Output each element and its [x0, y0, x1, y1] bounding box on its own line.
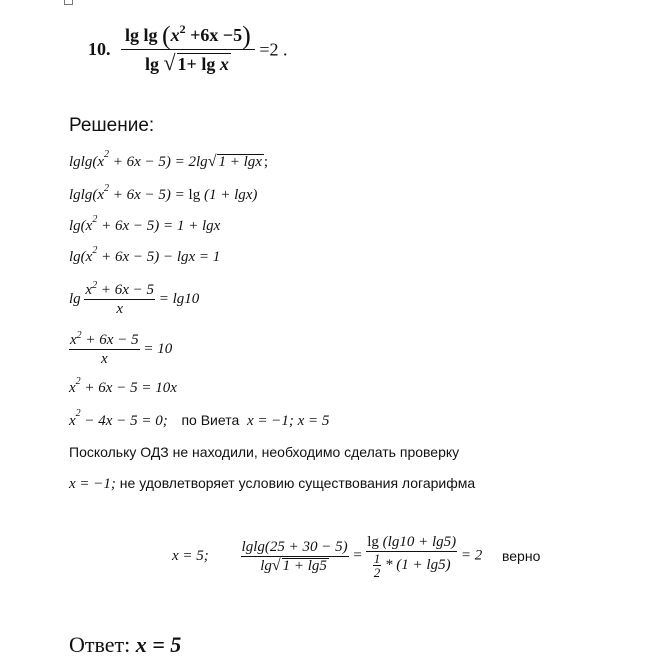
- problem-den-lg: lg: [144, 54, 159, 74]
- step-6: $\frac{x^2 + 6x - 5}{x}$ = 10: [70, 330, 173, 367]
- answer-label: Ответ:: [69, 632, 136, 657]
- problem-num-lg: lg lg: [124, 25, 158, 45]
- odz-note: Поскольку ОДЗ не находили, необходимо сделать проверку: [69, 444, 460, 460]
- problem-statement: [88, 22, 287, 77]
- corner-marker: [64, 0, 73, 5]
- problem-number: 10.: [88, 38, 111, 59]
- problem-fraction: $\frac{\lg \lg (x^2 +6x -5)}{\text{lg √ 1+ lg x}}$: [121, 22, 255, 77]
- step-1: $lglg(x^2 + 6x - 5) = 2\lg√$ 1 + lgx ;: [69, 149, 269, 170]
- check-negative-root: x = −1; не удовлетворяет условию существования логарифма: [69, 475, 476, 492]
- answer: [69, 632, 181, 658]
- step-7: $x^2 + 6x - 5 = 10x$: [69, 376, 177, 396]
- problem-num-exp: 2: [179, 22, 186, 36]
- step-5: lg $\frac{x^2 + 6x - 5}{x}$ = lg10: [69, 280, 200, 317]
- problem-num-rest: +6x −5: [190, 25, 243, 45]
- problem-num-x: x: [170, 25, 180, 45]
- verify-fraction-1: $\frac{lglg(25 + 30 - 5)}{\lg√ 1 + \lg 5}$: [241, 538, 348, 574]
- problem-den-x: x: [219, 54, 229, 74]
- step-8: $x^2 - 4x - 5 = 0$; по Виета x = −1; x = 5: [69, 408, 330, 429]
- problem-rhs: =2 .: [259, 39, 288, 59]
- solution-heading: Решение:: [69, 115, 155, 136]
- step-4: $\lg(x^2 + 6x - 5) - \lg x = 1$: [69, 245, 221, 265]
- step-2: $lglg(x^2 + 6x - 5) = \lg (1 + \lg x)$: [69, 183, 258, 203]
- verify-x5: x = 5; $\frac{lglg(25 + 30 - 5)}{\lg√ 1 + \lg 5}$ = lg (lg10 + lg5) $\frac{1}{2}$ * (1 + lg5) = 2 верно: [172, 534, 541, 580]
- step-3: $\lg(x^2 + 6x - 5) = 1 + \lg x$: [69, 214, 221, 234]
- answer-value: x = 5: [135, 632, 182, 657]
- verify-fraction-2: lg (lg10 + lg5) $\frac{1}{2}$ * (1 + lg5): [367, 534, 457, 580]
- problem-den-lg2: lg: [201, 54, 216, 74]
- problem-den-one: 1+: [177, 54, 197, 74]
